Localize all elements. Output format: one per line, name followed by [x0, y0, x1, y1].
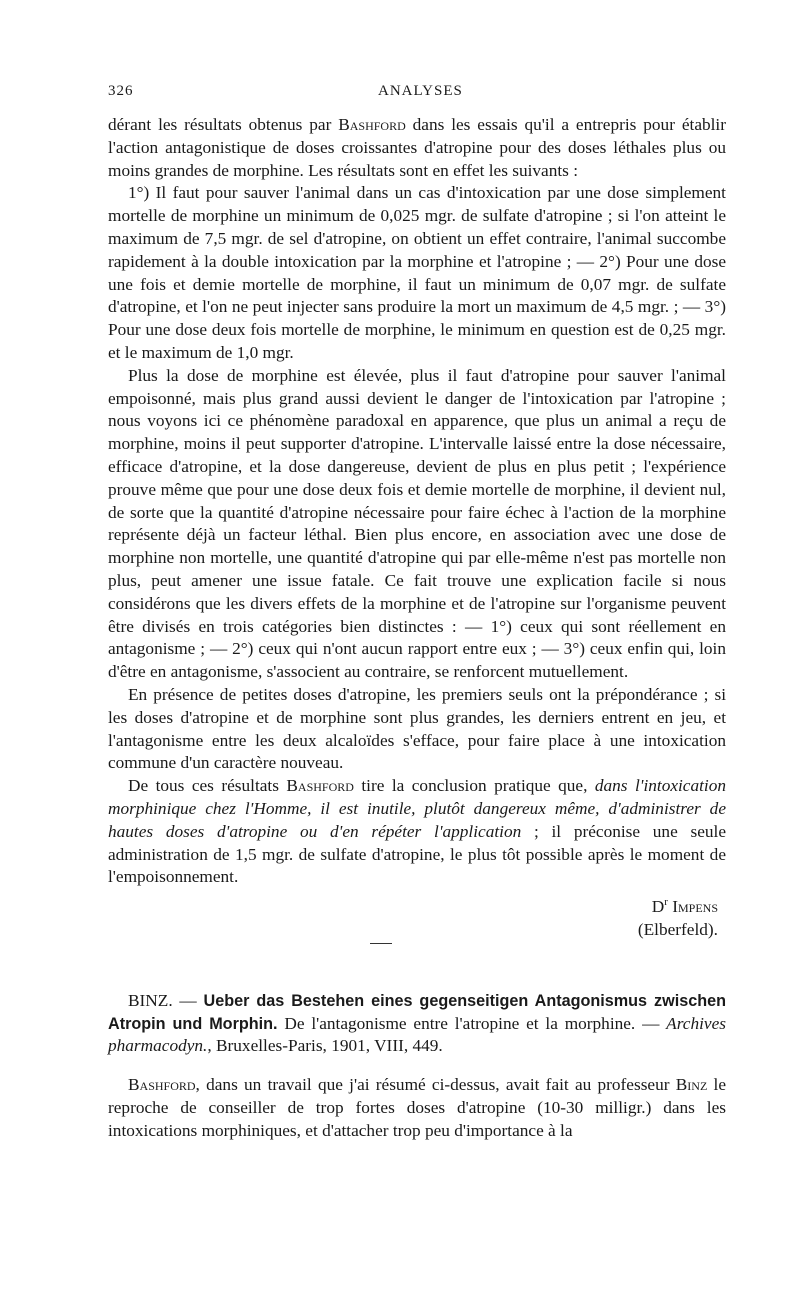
review-binz	[108, 990, 726, 1143]
paragraph-1	[108, 114, 726, 182]
signature-prefix: D	[651, 896, 665, 916]
paragraph-5-end: ; il préconise une seule administration de 1,5 mgr. de sulfate d'atropine, le plus tôt possible après le moment de l'empoisonnement.	[108, 821, 726, 887]
page-number: 326	[108, 83, 134, 99]
review-citation: , Bruxelles-Paris, 1901, VIII, 449.	[207, 1036, 443, 1056]
author-name-bashford: Bashford	[338, 115, 406, 134]
review-title: Ueber das Bestehen eines gegenseitigen Antagonismus zwischen Atropin und Morphin.	[108, 991, 726, 1033]
signature	[108, 891, 726, 941]
signature-name: Impens	[672, 896, 718, 916]
review-entry-heading	[108, 990, 726, 1058]
review-journal: Archives pharmacodyn.	[108, 1013, 726, 1056]
paragraph-5-start: De tous ces résultats	[128, 776, 287, 796]
paragraph-3: Plus la dose de morphine est élevée, plus il faut d'atropine pour sauver l'animal empoisonné, mais plus grand aussi devient le danger de l'intoxication par l'atropine ; nous voyons ici ce phénomène paradoxal en apparence, que plus un animal a reçu de morphine, moins il peut supporter d'atropine. L'intervalle laissé entre la dose nécessaire, efficace d'atropine, et la dose dangereuse, devient de plus en plus petit ; l'expérience prouve même que pour une dose deux fois et demie mortelle de morphine, il devient nul, de sorte que la quantité d'atropine nécessaire pour faire échec à l'action de la morphine représente déjà un facteur léthal. Bien plus encore, en association avec une dose de morphine non mortelle, une quantité d'atropine qui par elle-même n'est pas mortelle non plus, peut amener une issue fatale. Ce fait trouve une explication facile si nous considérons que les divers effets de la morphine et de l'atropine sur l'organisme peuvent être divisés en trois catégories bien distinctes : — 1°) ceux qui sont réellement en antagonisme ; — 2°) ceux qui n'ont aucun rapport entre eux ; — 3°) ceux enfin qui, loin d'être en antagonisme, s'associent au contraire, se renforcent mutuellement.	[108, 365, 726, 682]
paragraph-5-italic: dans l'intoxication morphinique chez l'Homme, il est inutile, plutôt dangereux même, d'administrer de hautes doses d'atropine ou d'en répéter l'application	[108, 776, 726, 841]
running-title: ANALYSES	[378, 83, 463, 99]
paragraph-4: En présence de petites doses d'atropine, les premiers seuls ont la prépondérance ; si les doses d'atropine et de morphine sont plus grandes, les derniers entrent en jeu, et l'antagonisme entre les deux alcaloïdes s'efface, pour faire place à une intoxication commune d'un caractère nouveau.	[108, 684, 726, 773]
review-dash: —	[172, 990, 204, 1010]
review-translation: De l'antagonisme entre l'atropine et la morphine. —	[277, 1013, 667, 1033]
review-paragraph-1	[108, 1074, 726, 1142]
signature-name-line	[108, 891, 718, 918]
review-author: BINZ.	[128, 990, 173, 1010]
signature-sup: r	[664, 896, 668, 909]
running-header	[108, 80, 726, 102]
section-separator	[370, 943, 392, 944]
author-name-bashford-2: Bashford	[286, 776, 354, 796]
review-paragraph-1-b: le reproche de conseiller de trop fortes doses d'atropine (10-30 milligr.) dans les intoxications morphiniques, et d'attacher trop peu d'importance à la	[108, 1075, 726, 1140]
paragraph-2: 1°) Il faut pour sauver l'animal dans un cas d'intoxication par une dose simplement mortelle de morphine un minimum de 0,025 mgr. de sulfate d'atropine ; si l'on atteint le maximum de 7,5 mgr. de sel d'atropine, on obtient un effet contraire, l'animal succombe rapidement à la double intoxication par la morphine et l'atropine ; — 2°) Pour une dose une fois et demie mortelle de morphine, il faut un minimum de 0,07 mgr. de sulfate d'atropine, et l'on ne peut injecter sans produire la mort un maximum de 4,5 mgr. ; — 3°) Pour une dose deux fois mortelle de morphine, le minimum en question est de 0,25 mgr. et le maximum de 1,0 mgr.	[108, 183, 726, 362]
page	[108, 80, 726, 1143]
review-name-bashford: Bashford	[128, 1075, 196, 1095]
paragraph-1-rest: dans les essais qu'il a entrepris pour établir l'action antagonistique de doses croissantes d'atropine pour des doses léthales plus ou moins grandes de morphine. Les résultats sont en effet les suivants :	[108, 115, 726, 180]
paragraph-1-text: dérant les résultats obtenus par	[108, 115, 339, 134]
signature-place: (Elberfeld).	[637, 919, 718, 939]
review-paragraph-1-a: , dans un travail que j'ai résumé ci-dessus, avait fait au professeur	[195, 1075, 676, 1095]
paragraph-5-mid: tire la conclusion pratique que,	[353, 776, 595, 796]
paragraph-5	[108, 775, 726, 889]
review-name-binz: Binz	[675, 1075, 708, 1095]
